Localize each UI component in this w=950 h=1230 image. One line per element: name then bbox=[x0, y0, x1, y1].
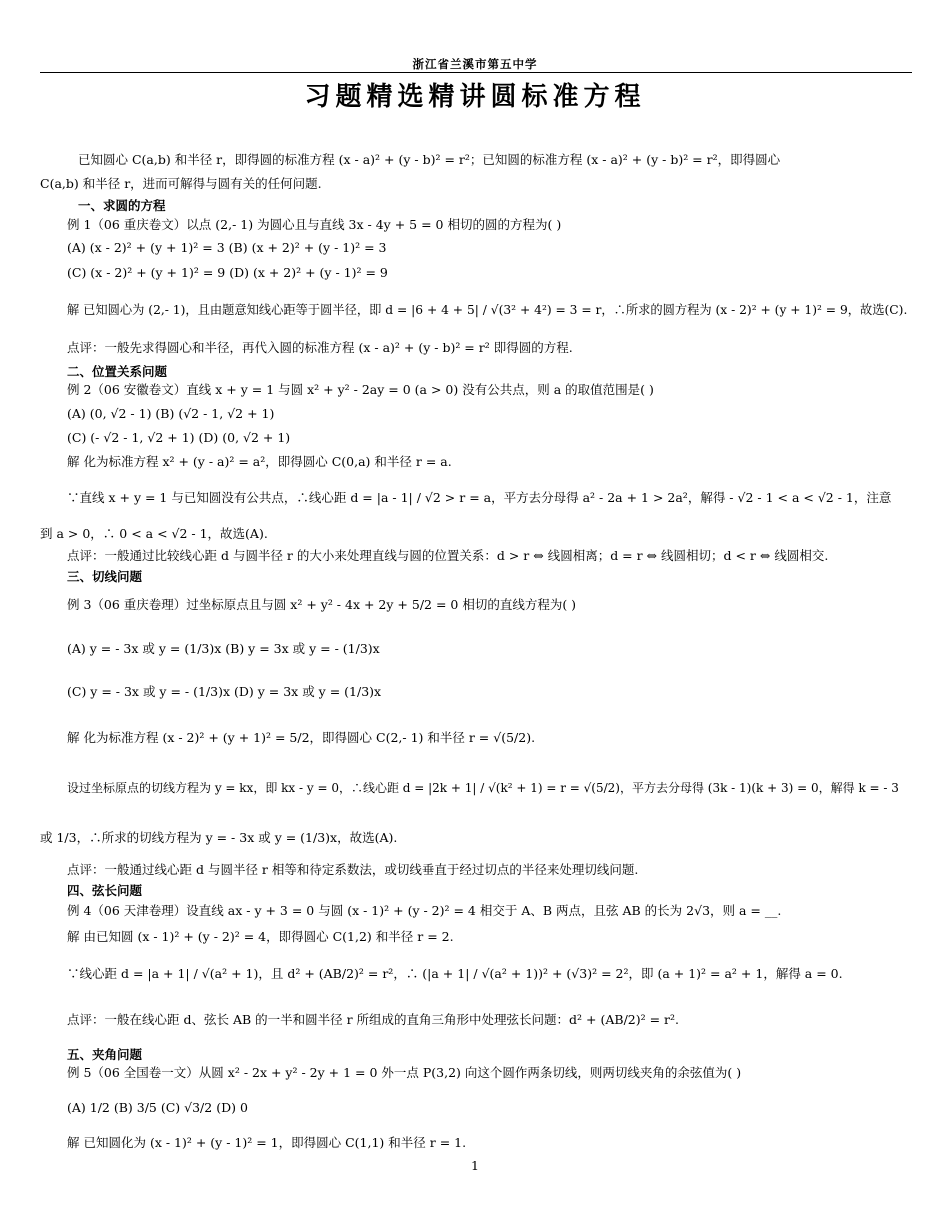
text-line: (A) (0, √2 - 1) (B) (√2 - 1, √2 + 1) bbox=[67, 406, 275, 421]
text-line: ∵线心距 d = |a + 1| / √(a² + 1)，且 d² + (AB/2)² = r²，∴ (|a + 1| / √(a² + 1))² + (√3)² = 2²，即 (a + 1)² = a² + 1，解得 a = 0. bbox=[67, 966, 843, 981]
section-heading: 四、弦长问题 bbox=[67, 883, 143, 898]
text-line: (A) y = - 3x 或 y = (1/3)x (B) y = 3x 或 y = - (1/3)x bbox=[67, 641, 380, 656]
section-heading: 二、位置关系问题 bbox=[67, 364, 168, 379]
text-line: ∵直线 x + y = 1 与已知圆没有公共点，∴线心距 d = |a - 1| / √2 > r = a，平方去分母得 a² - 2a + 1 > 2a²，解得 - √2 - 1 < a < √2 - 1，注意 bbox=[67, 490, 892, 505]
text-line: 例 3（06 重庆卷理）过坐标原点且与圆 x² + y² - 4x + 2y + 5/2 = 0 相切的直线方程为( ) bbox=[67, 597, 577, 612]
header-rule bbox=[40, 72, 912, 73]
text-line: (A) (x - 2)² + (y + 1)² = 3 (B) (x + 2)² + (y - 1)² = 3 bbox=[67, 240, 387, 255]
text-line: 点评：一般通过线心距 d 与圆半径 r 相等和待定系数法，或切线垂直于经过切点的半径来处理切线问题. bbox=[67, 862, 639, 877]
section-heading: 三、切线问题 bbox=[67, 569, 143, 584]
text-line: 解 化为标准方程 x² + (y - a)² = a²，即得圆心 C(0,a) 和半径 r = a. bbox=[67, 454, 452, 469]
text-line: C(a,b) 和半径 r，进而可解得与圆有关的任何问题. bbox=[40, 176, 322, 191]
text-line: 解 已知圆化为 (x - 1)² + (y - 1)² = 1，即得圆心 C(1,1) 和半径 r = 1. bbox=[67, 1135, 467, 1150]
text-line: (C) (x - 2)² + (y + 1)² = 9 (D) (x + 2)² + (y - 1)² = 9 bbox=[67, 265, 388, 280]
text-line: 解 由已知圆 (x - 1)² + (y - 2)² = 4，即得圆心 C(1,2) 和半径 r = 2. bbox=[67, 929, 454, 944]
text-line: 例 2（06 安徽卷文）直线 x + y = 1 与圆 x² + y² - 2ay = 0 (a > 0) 没有公共点，则 a 的取值范围是( ) bbox=[67, 382, 654, 397]
section-heading: 五、夹角问题 bbox=[67, 1047, 143, 1062]
school-header: 浙江省兰溪市第五中学 bbox=[412, 57, 538, 71]
text-line: 点评：一般在线心距 d、弦长 AB 的一半和圆半径 r 所组成的直角三角形中处理弦长问题：d² + (AB/2)² = r². bbox=[67, 1012, 680, 1027]
text-line: 解 已知圆心为 (2,- 1)，且由题意知线心距等于圆半径，即 d = |6 + 4 + 5| / √(3² + 4²) = 3 = r，∴所求的圆方程为 (x - 2)² + (y + 1)² = 9，故选(C). bbox=[67, 303, 908, 317]
text-line: 到 a > 0，∴ 0 < a < √2 - 1，故选(A). bbox=[40, 526, 268, 541]
text-line: 点评：一般先求得圆心和半径，再代入圆的标准方程 (x - a)² + (y - b)² = r² 即得圆的方程. bbox=[67, 340, 573, 355]
text-line: 设过坐标原点的切线方程为 y = kx，即 kx - y = 0，∴线心距 d = |2k + 1| / √(k² + 1) = r = √(5/2)，平方去分母得 (3k - 1)(k + 3) = 0，解得 k = - 3 bbox=[67, 781, 899, 795]
text-line: 解 化为标准方程 (x - 2)² + (y + 1)² = 5/2，即得圆心 C(2,- 1) 和半径 r = √(5/2). bbox=[67, 730, 536, 745]
text-line: 例 5（06 全国卷一文）从圆 x² - 2x + y² - 2y + 1 = 0 外一点 P(3,2) 向这个圆作两条切线，则两切线夹角的余弦值为( ) bbox=[67, 1065, 742, 1080]
page-title: 习题精选精讲圆标准方程 bbox=[304, 82, 646, 112]
text-line: 点评：一般通过比较线心距 d 与圆半径 r 的大小来处理直线与圆的位置关系：d > r ⇔ 线圆相离；d = r ⇔ 线圆相切；d < r ⇔ 线圆相交. bbox=[67, 548, 829, 563]
text-line: (C) (- √2 - 1, √2 + 1) (D) (0, √2 + 1) bbox=[67, 430, 291, 445]
text-line: 已知圆心 C(a,b) 和半径 r，即得圆的标准方程 (x - a)² + (y - b)² = r²；已知圆的标准方程 (x - a)² + (y - b)² = r²，即得圆心 bbox=[78, 152, 781, 167]
text-line: 例 1（06 重庆卷文）以点 (2,- 1) 为圆心且与直线 3x - 4y + 5 = 0 相切的圆的方程为( ) bbox=[67, 217, 562, 232]
text-line: 例 4（06 天津卷理）设直线 ax - y + 3 = 0 与圆 (x - 1)² + (y - 2)² = 4 相交于 A、B 两点，且弦 AB 的长为 2√3，则 a = __. bbox=[67, 903, 782, 918]
text-line: 或 1/3，∴所求的切线方程为 y = - 3x 或 y = (1/3)x，故选(A). bbox=[40, 830, 398, 845]
section-heading: 一、求圆的方程 bbox=[78, 198, 166, 213]
text-line: (C) y = - 3x 或 y = - (1/3)x (D) y = 3x 或 y = (1/3)x bbox=[67, 684, 382, 699]
text-line: (A) 1/2 (B) 3/5 (C) √3/2 (D) 0 bbox=[67, 1100, 248, 1115]
page-number: 1 bbox=[471, 1158, 479, 1173]
